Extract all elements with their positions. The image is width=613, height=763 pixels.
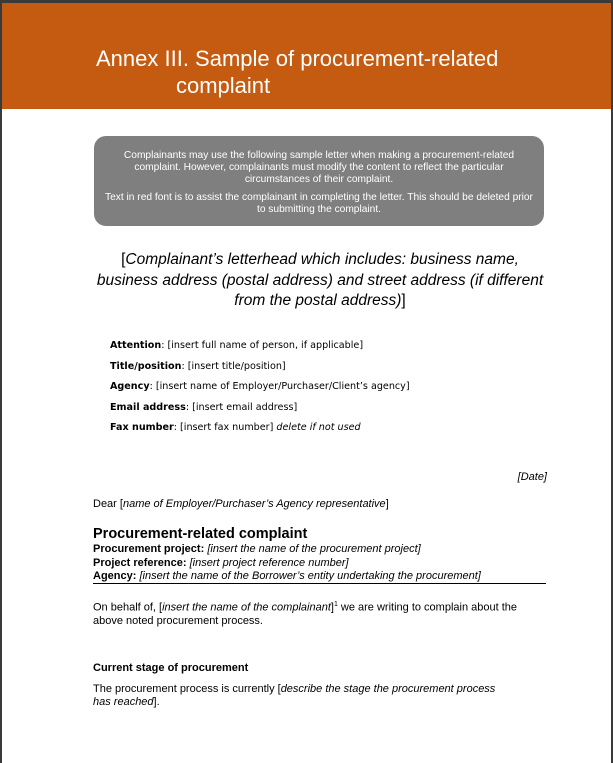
project-line [93,543,546,557]
agency-meta-line [93,570,546,584]
email-value: : [insert email address] [185,401,298,413]
letter-date: [Date] [517,471,547,483]
agency-meta-value: [insert the name of the Borrower’s entity undertaking the procurement] [139,570,481,582]
title-position-value: : [insert title/position] [181,360,286,372]
agency-label: Agency [110,381,150,393]
project-label: Procurement project: [93,543,205,555]
p1-bracket: ] [330,601,334,614]
stage-paragraph [93,683,513,709]
page-title [96,45,536,99]
salutation-suffix: ] [385,498,389,510]
p2-stage: describe the stage the procurement process has reached [93,683,496,708]
reference-value: [insert project reference number] [189,556,349,569]
email-line [110,402,530,414]
title-line-2: complaint [176,73,271,98]
letterhead-text: Complainant’s letterhead which includes: business name, business address (postal address) and street address (if different from the postal address) [96,251,544,309]
salutation [93,498,389,510]
divider-rule [93,583,546,584]
p2-start: The procurement process is currently [ [93,683,281,695]
complaint-meta [93,543,546,584]
letterhead-placeholder [90,250,550,312]
attention-label: Attention [110,340,162,351]
reference-line [93,557,546,571]
stage-heading: Current stage of procurement [93,662,249,674]
p1-start: On behalf of, [ [93,601,163,614]
agency-meta-label: Agency: [93,570,137,582]
notice-paragraph-1: Complainants may use the following sample letter when making a procurement-related complaint. However, complainants must modify the content to reflect the particular circumstances of their complaint. [123,150,515,185]
p1-end: we are writing to complain about the above noted procurement process. [93,601,517,628]
letterhead-open-bracket: [ [121,251,126,268]
letterhead-close-bracket: ] [401,292,406,309]
title-position-line [110,361,530,373]
p1-complainant: insert the name of the complainant [162,601,331,614]
page-left-border [0,0,2,763]
instruction-notice-box [94,136,544,226]
salutation-prefix: Dear [ [93,498,123,510]
email-label: Email address [110,401,186,413]
footnote-marker: 1 [333,601,338,608]
complaint-heading: Procurement-related complaint [93,526,308,542]
attention-value: : [insert full name of person, if applicable] [161,340,364,351]
fax-line [110,422,530,434]
agency-value: : [insert name of Employer/Purchaser/Client’s agency] [149,381,410,393]
fax-note: delete if not used [276,422,361,434]
project-value: [insert the name of the procurement project] [207,543,421,555]
agency-line [110,381,530,393]
header-banner [2,3,611,109]
p2-end: ]. [153,696,160,708]
title-line-1: Annex III. Sample of procurement-related [96,46,499,71]
salutation-name: name of Employer/Purchaser’s Agency representative [122,498,386,510]
notice-paragraph-2: Text in red font is to assist the complainant in completing the letter. This should be deleted prior to submitting the complaint. [105,192,533,215]
fax-label: Fax number [110,422,174,434]
reference-label: Project reference: [93,556,187,569]
opening-paragraph [93,598,533,629]
fax-value: : [insert fax number] [173,422,277,434]
recipient-address-block [110,340,530,443]
attention-line [110,340,530,352]
title-position-label: Title/position [110,360,182,372]
